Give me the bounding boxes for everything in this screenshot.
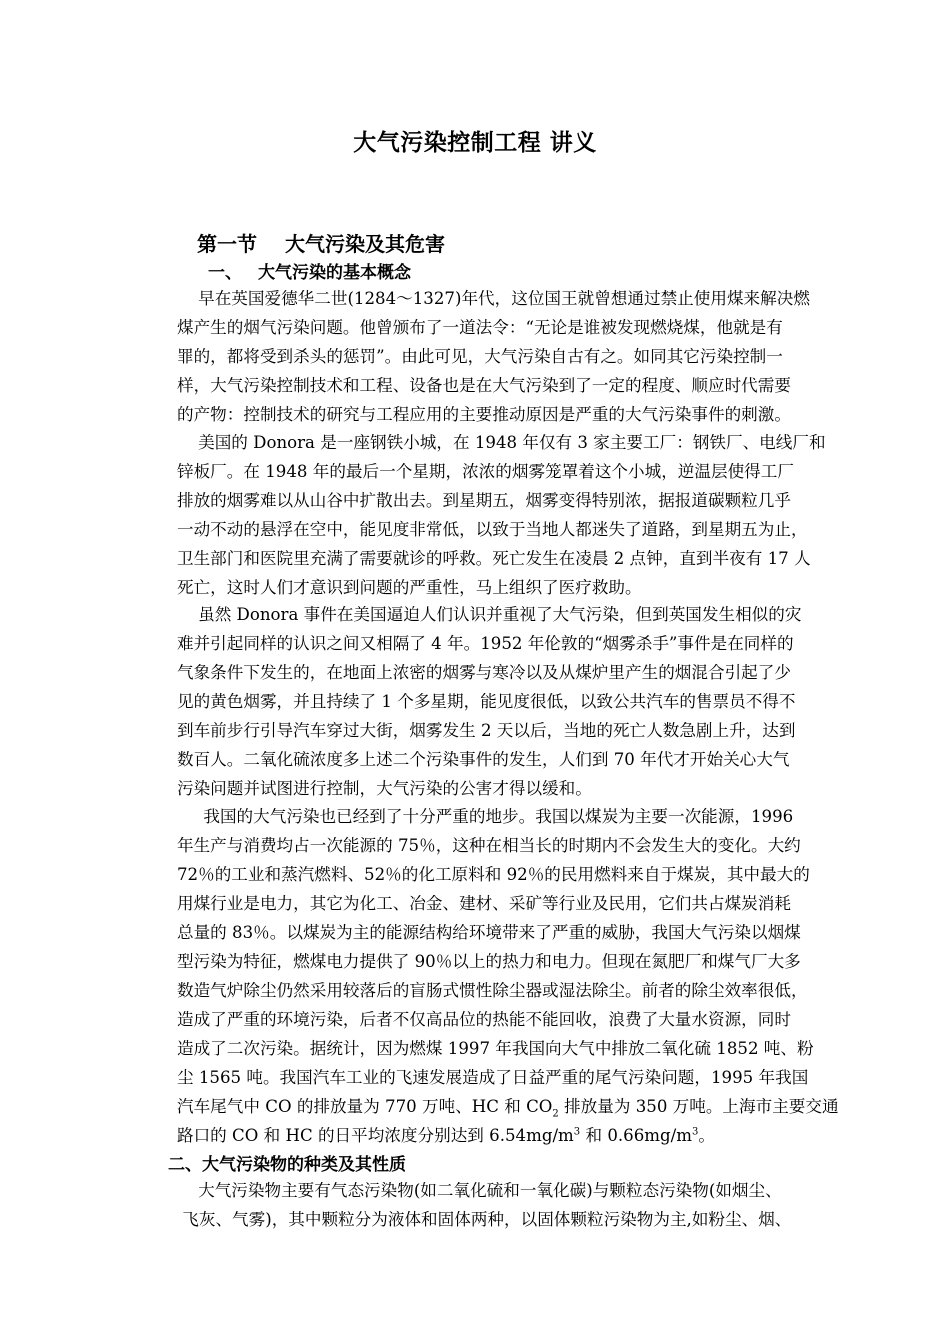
text-line: 数造气炉除尘仍然采用较落后的盲肠式惯性除尘器或湿法除尘。前者的除尘效率很低， (177, 981, 808, 1000)
subsection-heading-2: 二、大气污染物的种类及其性质 (168, 1155, 406, 1175)
text-run: 和 0.66mg/m (580, 1126, 692, 1145)
text-line: 大气污染物主要有气态污染物(如二氧化硫和一氧化碳)与颗粒态污染物(如烟尘、 (177, 1181, 782, 1200)
paragraph-3 (177, 600, 899, 803)
paragraph-2 (177, 428, 899, 602)
text-line: 的产物：控制技术的研究与工程应用的主要推动原因是严重的大气污染事件的刺激。 (177, 405, 791, 424)
text-line: 虽然 Donora 事件在美国逼迫人们认识并重视了大气污染，但到英国发生相似的灾 (177, 605, 802, 624)
text-line: 造成了严重的环境污染，后者不仅高品位的热能不能回收，浪费了大量水资源，同时 (177, 1010, 791, 1029)
section-number: 第一节 (197, 232, 257, 256)
text-line (177, 1121, 899, 1150)
text-line: 难并引起同样的认识之间又相隔了 4 年。1952 年伦敦的“烟雾杀手”事件是在同样的 (177, 634, 794, 653)
text-line: 排放的烟雾难以从山谷中扩散出去。到星期五，烟雾变得特别浓，据报道碳颗粒几乎 (177, 491, 791, 510)
section-heading (197, 228, 445, 257)
text-line: 卫生部门和医院里充满了需要就诊的呼救。死亡发生在凌晨 2 点钟，直到半夜有 17 人 (177, 549, 811, 568)
text-run: 路口的 CO 和 HC 的日平均浓度分别达到 6.54mg/m (177, 1126, 574, 1145)
paragraph-1 (177, 284, 899, 429)
text-line: 锌板厂。在 1948 年的最后一个星期，浓浓的烟雾笼罩着这个小城，逆温层使得工厂 (177, 462, 794, 481)
superscript: 3 (573, 1126, 581, 1138)
text-line: 见的黄色烟雾，并且持续了 1 个多星期，能见度很低，以致公共汽车的售票员不得不 (177, 692, 796, 711)
text-line: 气象条件下发生的，在地面上浓密的烟雾与寒冷以及从煤炉里产生的烟混合引起了少 (177, 663, 791, 682)
text-line: 煤产生的烟气污染问题。他曾颁布了一道法令：“无论是谁被发现燃烧煤，他就是有 (177, 318, 783, 337)
paragraph-5 (177, 1176, 899, 1234)
document-title: 大气污染控制工程 讲义 (353, 130, 597, 156)
text-run: 。 (698, 1126, 715, 1145)
text-line: 早在英国爱德华二世(1284～1327)年代，这位国王就曾想通过禁止使用煤来解决燃 (177, 289, 810, 308)
subsection-title: 大气污染的基本概念 (258, 263, 411, 283)
text-line: 造成了二次污染。据统计，因为燃煤 1997 年我国向大气中排放二氧化硫 1852 吨、粉 (177, 1039, 814, 1058)
subsection-heading-1 (208, 258, 411, 283)
text-line: 到车前步行引导汽车穿过大街，烟雾发生 2 天以后，当地的死亡人数急剧上升，达到 (177, 721, 796, 740)
text-run: 排放量为 350 万吨。上海市主要交通 (558, 1097, 839, 1116)
text-line (177, 1092, 899, 1121)
text-line: 死亡，这时人们才意识到问题的严重性，马上组织了医疗救助。 (177, 578, 642, 597)
subscript: 2 (552, 1108, 559, 1120)
text-line: 型污染为特征，燃煤电力提供了 90％以上的热力和电力。但现在氮肥厂和煤气厂大多 (177, 952, 801, 971)
subsection-number: 一、 (208, 263, 242, 283)
paragraph-4 (177, 802, 899, 1150)
text-line: 样，大气污染控制技术和工程、设备也是在大气污染到了一定的程度、顺应时代需要 (177, 376, 791, 395)
text-line: 美国的 Donora 是一座钢铁小城，在 1948 年仅有 3 家主要工厂：钢铁厂、电线厂和 (177, 433, 826, 452)
text-line: 罪的，都将受到杀头的惩罚”。由此可见，大气污染自古有之。如同其它污染控制一 (177, 347, 783, 366)
superscript: 3 (691, 1126, 699, 1138)
section-title: 大气污染及其危害 (285, 232, 445, 256)
text-run: 汽车尾气中 CO 的排放量为 770 万吨、HC 和 CO (177, 1097, 553, 1116)
text-line: 飞灰、气雾)，其中颗粒分为液体和固体两种，以固体颗粒污染物为主,如粉尘、烟、 (177, 1210, 792, 1229)
text-line: 一动不动的悬浮在空中，能见度非常低，以致于当地人都迷失了道路，到星期五为止， (177, 520, 808, 539)
text-line: 年生产与消费均占一次能源的 75％，这种在相当长的时期内不会发生大的变化。大约 (177, 836, 801, 855)
text-line: 用煤行业是电力，其它为化工、冶金、建材、采矿等行业及民用，它们共占煤炭消耗 (177, 894, 791, 913)
text-line: 尘 1565 吨。我国汽车工业的飞速发展造成了日益严重的尾气污染问题，1995 年我国 (177, 1068, 809, 1087)
text-line: 72％的工业和蒸汽燃料、52％的化工原料和 92％的民用燃料来自于煤炭，其中最大的 (177, 865, 810, 884)
text-line: 总量的 83％。以煤炭为主的能源结构给环境带来了严重的威胁，我国大气污染以烟煤 (177, 923, 801, 942)
text-line: 污染问题并试图进行控制，大气污染的公害才得以缓和。 (177, 779, 592, 798)
text-line: 我国的大气污染也已经到了十分严重的地步。我国以煤炭为主要一次能源，1996 (177, 807, 794, 826)
text-line: 数百人。二氧化硫浓度多上述二个污染事件的发生，人们到 70 年代才开始关心大气 (177, 750, 790, 769)
